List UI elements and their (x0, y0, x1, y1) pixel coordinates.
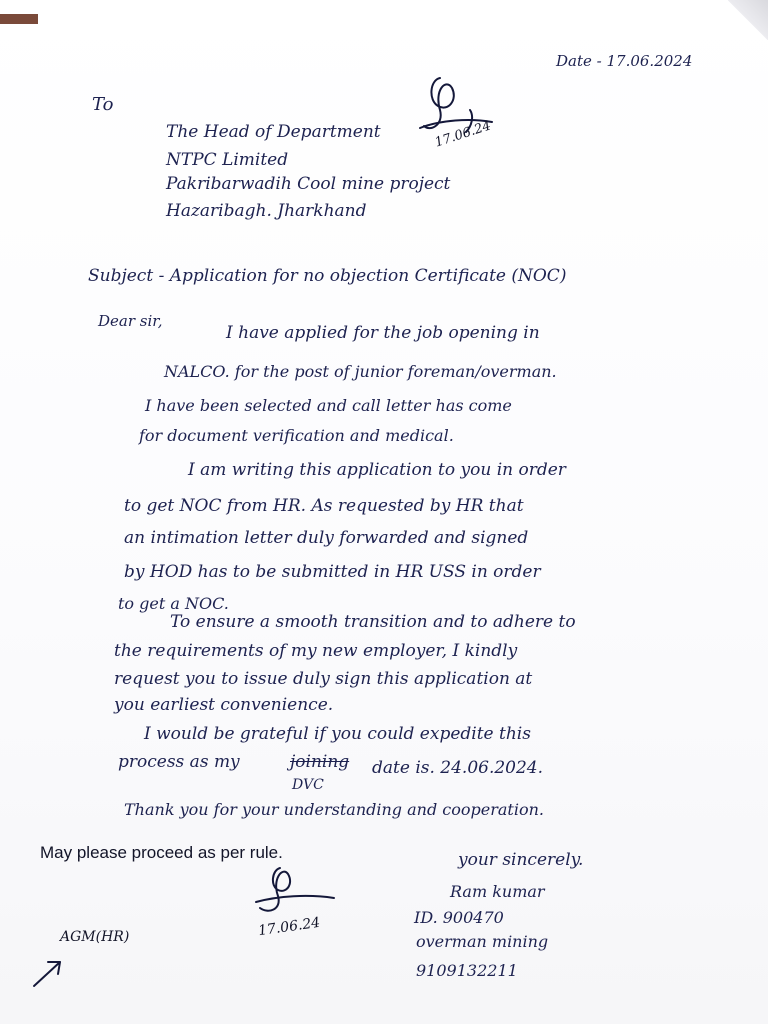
struck-word-joining: joining (290, 752, 350, 772)
body-line-11: the requirements of my new employer, I kindly (114, 641, 518, 661)
hod-signature-date-bottom: 17.06.24 (257, 914, 322, 940)
sender-id: ID. 900470 (414, 908, 504, 927)
address-line-2: NTPC Limited (166, 150, 289, 170)
page-tab-mark (0, 14, 38, 24)
body-line-10: To ensure a smooth transition and to adhere to (170, 612, 576, 632)
body-line-8: by HOD has to be submitted in HR USS in order (124, 562, 541, 582)
letter-thanks: Thank you for your understanding and cooperation. (124, 800, 544, 819)
forward-to-agm: AGM(HR) (60, 929, 130, 945)
address-line-1: The Head of Department (166, 122, 381, 142)
address-line-3: Pakribarwadih Cool mine project (166, 174, 451, 194)
body-line-9: to get a NOC. (118, 594, 229, 613)
body-line-13: you earliest convenience. (114, 695, 334, 715)
body-line-14: I would be grateful if you could expedite this (144, 724, 531, 744)
sender-name: Ram kumar (450, 882, 545, 901)
folded-corner (728, 0, 768, 40)
hod-signature-date-top: 17.06.24 (433, 118, 493, 151)
body-line-15-suffix: date is. 24.06.2024. (372, 758, 544, 778)
insertion-dvc: DVC (292, 777, 324, 793)
body-line-2: NALCO. for the post of junior foreman/overman. (164, 362, 557, 381)
letter-salutation: Dear sir, (98, 312, 163, 330)
body-line-3: I have been selected and call letter has come (145, 396, 512, 415)
arrow-icon (28, 952, 68, 992)
body-line-6: to get NOC from HR. As requested by HR that (124, 496, 524, 516)
sender-designation: overman mining (416, 932, 549, 951)
letter-date: Date - 17.06.2024 (556, 52, 693, 70)
sender-phone: 9109132211 (416, 961, 518, 980)
letter-subject: Subject - Application for no objection Certificate (NOC) (88, 266, 567, 286)
letter-closing: your sincerely. (458, 850, 584, 870)
hod-remark: May please proceed as per rule. (40, 843, 283, 862)
body-line-15-prefix: process as my (118, 752, 240, 772)
body-line-7: an intimation letter duly forwarded and signed (124, 528, 529, 548)
address-line-4: Hazaribagh. Jharkhand (166, 201, 367, 221)
body-line-1: I have applied for the job opening in (226, 323, 540, 343)
hod-signature-top (400, 70, 510, 170)
body-line-5: I am writing this application to you in order (188, 460, 566, 480)
body-line-4: for document verification and medical. (139, 426, 454, 445)
body-line-12: request you to issue duly sign this application at (114, 669, 533, 689)
letter-to: To (92, 94, 114, 115)
